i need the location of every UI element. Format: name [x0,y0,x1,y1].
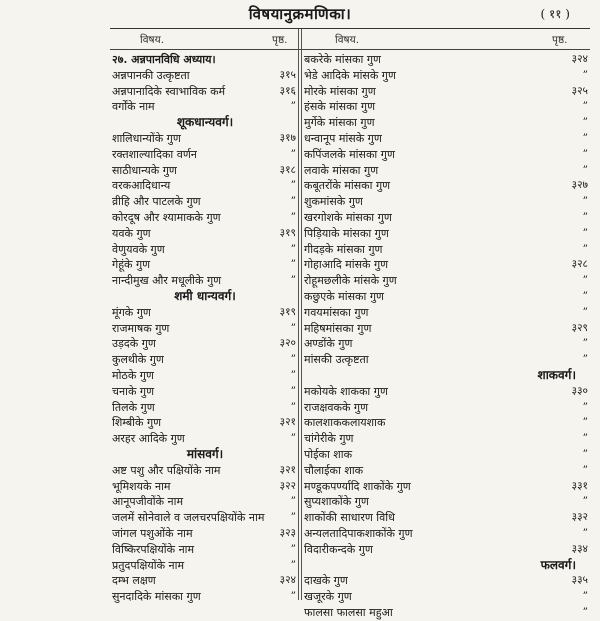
entry-title: अन्नपानादिके स्वाभाविक कर्म [112,84,226,98]
entry-page: ३१९ [279,305,296,318]
header-rule [110,49,590,50]
index-entry [112,431,298,447]
entry-page: ” [582,242,588,255]
index-entry [304,336,590,352]
index-entry [112,163,298,179]
index-entry [112,226,298,242]
entry-title: मुर्गेके मांसका गुण [304,116,375,130]
index-entry [304,415,590,431]
entry-title: कछुएके मांसका गुण [304,289,384,303]
entry-title: कालशाककलायशाक [304,416,386,430]
entry-title: पोईका शाक [304,447,353,461]
entry-page: ३२२ [279,479,296,492]
index-entry [112,273,298,289]
entry-title: गीदड़के मांसका गुण [304,242,383,256]
index-entry [304,384,590,400]
entry-title: भेडे आदिके मांसके गुण [304,68,396,82]
entry-title: मांसकी उत्कृष्टता [304,353,369,367]
entry-title: उड़दके गुण [112,337,156,351]
left-column-divider [298,29,299,600]
entry-title: शुकमांसके गुण [304,195,363,209]
index-entry [304,526,590,542]
entry-page: ” [290,179,296,192]
entry-page: ” [290,542,296,555]
index-entry [304,273,590,289]
index-entry [112,558,298,574]
page-title: विषयानुक्रमणिका। [248,5,352,23]
index-entry [112,542,298,558]
entry-title: कपिंजलके मांसका गुण [304,147,395,161]
entry-title: शाकोंकी साधारण विधि [304,511,395,525]
entry-title: लवाके मांसका गुण [304,163,379,177]
index-entry [304,573,590,589]
index-entry [112,494,298,510]
left-index-column [112,52,298,605]
entry-page: ” [582,353,588,366]
entry-page: ३१५ [279,68,296,81]
index-entry [304,178,590,194]
entry-page: ३३० [571,384,588,397]
index-entry [112,99,298,115]
entry-page: ” [290,274,296,287]
entry-page: ” [582,432,588,445]
entry-title: यवके गुण [112,226,151,240]
index-entry [112,321,298,337]
entry-title: राजक्षवकके गुण [304,400,369,414]
entry-title: जांगल पशुओंके नाम [112,526,193,540]
entry-title: गेहूंके गुण [112,258,151,272]
entry-title: अरहर आदिके गुण [112,432,185,446]
index-entry [112,336,298,352]
entry-title: पिड़ियाके मांसका गुण [304,226,389,240]
index-entry [304,605,590,621]
entry-page: ३२७ [571,179,588,192]
entry-title: खरगोशके मांसका गुण [304,210,392,224]
entry-page: ” [290,147,296,160]
entry-page: ” [582,463,588,476]
entry-page: ” [582,526,588,539]
entry-page: ” [290,590,296,603]
entry-title: व्रीहि और पाटलके गुण [112,195,201,209]
index-entry [304,321,590,337]
left-page-header: पृष्ठ. [272,34,288,46]
entry-title: अष्ट पशु और पक्षियोंके नाम [112,463,221,477]
index-entry [112,415,298,431]
index-entry [112,463,298,479]
entry-title: २७. अन्नपानविधि अध्याय। [112,53,216,66]
entry-page: ३२३ [279,526,296,539]
entry-title: वरकआदिधान्य [112,179,171,193]
entry-page: ३२० [279,337,296,350]
entry-title: गोहाआदि मांसके गुण [304,258,389,272]
section-heading: फलवर्ग। [540,557,576,572]
entry-page: ” [290,400,296,413]
entry-page: ” [582,289,588,302]
entry-title: खजूरके गुण [304,590,352,604]
index-entry [304,194,590,210]
entry-title: महिषमांसका गुण [304,321,372,335]
index-entry [112,352,298,368]
index-entry [112,210,298,226]
entry-title: विदारीकन्दके गुण [304,542,373,556]
entry-page: ३२१ [279,416,296,429]
entry-title: चांगेरीके गुण [304,432,354,446]
entry-title: तिलके गुण [112,400,155,414]
entry-page: ३२५ [571,84,588,97]
entry-title: सुप्यशाकोंके गुण [304,495,369,509]
entry-page: ” [582,274,588,287]
entry-title: चौलाईका शाक [304,463,364,477]
index-entry [304,352,590,368]
entry-title: राजमाषक गुण [112,321,170,335]
entry-title: मोठके गुण [112,368,154,382]
entry-page: ३२९ [571,321,588,334]
index-entry [112,68,298,84]
right-subject-header: विषय. [335,34,360,46]
entry-title: दम्भ लक्षण [112,574,156,588]
index-entry [304,52,590,68]
entry-title: जलमें सोनेवाले व जलचरपक्षियोंके नाम [112,511,265,525]
index-entry [304,479,590,495]
entry-page: ” [582,226,588,239]
entry-page: ३१६ [279,84,296,97]
index-entry [112,84,298,100]
index-entry [112,510,298,526]
entry-title: दाखके गुण [304,574,348,588]
entry-page: ३२४ [571,53,588,65]
index-entry [304,400,590,416]
entry-title: रक्तशाल्यादिका वर्णन [112,147,197,161]
entry-page: ” [582,163,588,176]
entry-title: शिम्बीके गुण [112,416,162,430]
entry-title: मूंगके गुण [112,305,151,319]
index-entry [304,226,590,242]
entry-page: ३२८ [571,258,588,271]
entry-page: ” [290,511,296,524]
entry-page: ३२४ [279,574,296,587]
index-entry [304,431,590,447]
index-entry [112,368,298,384]
index-entry [304,589,590,605]
index-entry [304,257,590,273]
entry-title: साठीधान्यके गुण [112,163,177,177]
page-number: ( ११ ) [540,7,570,21]
entry-page: ” [290,353,296,366]
entry-title: नान्दीमुख और मधूलीके गुण [112,274,222,288]
entry-page: ३३४ [571,542,588,555]
entry-page: ” [582,210,588,223]
entry-title: अण्डोंके गुण [304,337,353,351]
index-entry [112,194,298,210]
entry-title: शालिधान्योंके गुण [112,131,181,145]
entry-page: ” [582,305,588,318]
entry-page: ” [290,384,296,397]
entry-page: ” [290,432,296,445]
index-entry [112,257,298,273]
index-entry [304,510,590,526]
entry-title: आनूपजीवोंके नाम [112,495,184,509]
entry-title: वर्गोंके नाम [112,100,155,114]
index-entry [304,163,590,179]
entry-page: ” [582,447,588,460]
entry-page: ” [582,605,588,618]
index-entry [304,131,590,147]
index-entry [112,131,298,147]
entry-title: कोरदूष और श्यामाकके गुण [112,210,221,224]
entry-page: ” [582,495,588,508]
entry-title: चनाके गुण [112,384,155,398]
entry-page: ” [290,495,296,508]
entry-page: ” [290,321,296,334]
entry-title: रोहूमछलीके मांसके गुण [304,274,397,288]
entry-page: ३३१ [571,479,588,492]
index-entry [304,115,590,131]
entry-title: मोरके मांसका गुण [304,84,376,98]
index-entry [304,289,590,305]
entry-page: ” [290,368,296,381]
entry-page: ” [290,100,296,113]
index-entry [304,463,590,479]
entry-page: ” [290,258,296,271]
section-heading: शाकवर्ग। [537,367,576,382]
entry-title: वेणुयवके गुण [112,242,165,256]
entry-page: ” [290,210,296,223]
entry-page: ३१७ [279,131,296,144]
index-entry [304,447,590,463]
entry-page: ” [582,416,588,429]
entry-page: ” [582,100,588,113]
index-entry [112,400,298,416]
entry-page: ३१८ [279,163,296,176]
entry-page: ” [582,400,588,413]
entry-title: प्रतुदपक्षियोंके नाम [112,558,185,572]
entry-title: सुनदादिके मांसका गुण [112,590,201,604]
entry-title: हंसके मांसका गुण [304,100,376,114]
entry-page: ३३५ [571,574,588,587]
entry-page: ” [582,68,588,81]
entry-page: ” [582,116,588,129]
center-column-divider [301,29,302,600]
index-entry [112,52,298,68]
entry-page: ” [582,337,588,350]
entry-title: फालसा फालसा महुआ [304,605,393,619]
right-page-header: पृष्ठ. [552,34,568,46]
index-entry [304,210,590,226]
index-entry [112,178,298,194]
entry-page: ” [582,131,588,144]
index-entry [112,589,298,605]
entry-page: ” [290,242,296,255]
index-entry [112,147,298,163]
section-heading: शमी धान्यवर्ग। [174,288,236,303]
index-entry [112,479,298,495]
index-entry [112,573,298,589]
index-entry [112,305,298,321]
entry-title: अन्यलतादिपाकशाकोंके गुण [304,526,413,540]
index-entry [112,526,298,542]
index-entry [304,68,590,84]
entry-page: ” [582,590,588,603]
entry-page: ” [290,558,296,571]
entry-title: कुलथीके गुण [112,353,164,367]
entry-page: ३१९ [279,226,296,239]
index-entry [112,242,298,258]
entry-title: भूमिशयके नाम [112,479,171,493]
entry-title: बकरेके मांसका गुण [304,53,381,66]
entry-page: ” [290,195,296,208]
entry-title: अन्नपानकी उत्कृष्टता [112,68,190,82]
section-heading: मांसवर्ग। [186,446,224,461]
entry-title: कबूतरोंके मांसका गुण [304,179,391,193]
entry-title: मकोयके शाकका गुण [304,384,388,398]
index-entry [112,384,298,400]
index-entry [304,542,590,558]
index-entry [304,494,590,510]
index-entry [304,99,590,115]
top-rule [110,28,590,29]
section-heading: शूकधान्यवर्ग। [176,115,234,130]
index-entry [304,305,590,321]
index-entry [304,242,590,258]
index-entry [304,84,590,100]
entry-title: गवयमांसका गुण [304,305,369,319]
left-subject-header: विषय. [140,34,165,46]
entry-title: मण्डूकपर्ण्यादि शाकोंके गुण [304,479,411,493]
entry-title: विष्किरपक्षियोंके नाम [112,542,195,556]
right-index-column [304,52,590,621]
entry-page: ” [582,147,588,160]
index-entry [304,147,590,163]
entry-page: ” [582,195,588,208]
entry-page: ३३२ [571,511,588,524]
entry-title: धन्वानूप मांसके गुण [304,131,382,145]
entry-page: ३२१ [279,463,296,476]
